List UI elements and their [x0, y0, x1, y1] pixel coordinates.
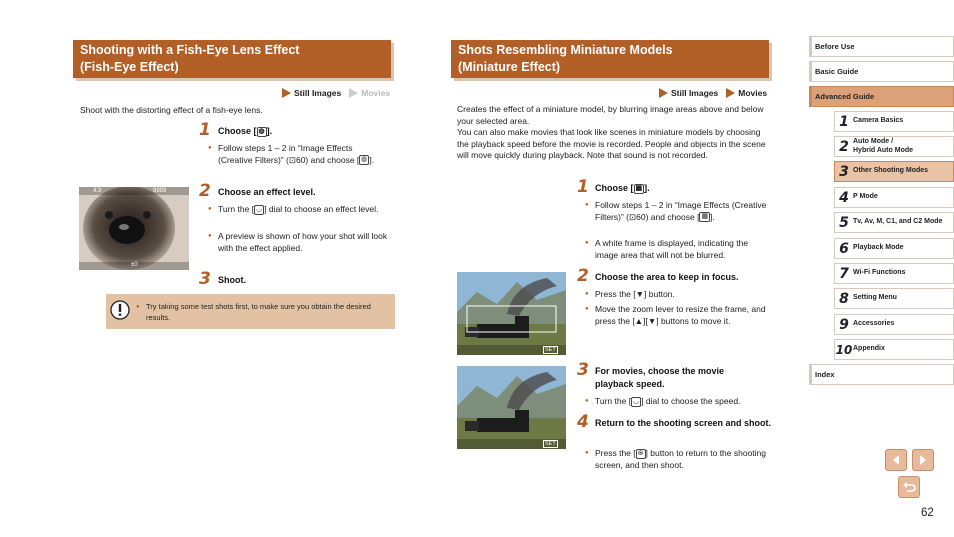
book-icon: ⊡ — [288, 154, 296, 165]
step-number: 1 — [199, 120, 211, 140]
sidebar-chapter-6[interactable]: 6 Playback Mode — [834, 238, 954, 259]
step-bullet: ● A preview is shown of how your shot will look with the effect applied. — [208, 231, 388, 254]
sidebar-chapter-7[interactable]: 7 Wi-Fi Functions — [834, 263, 954, 284]
step-number: 1 — [577, 177, 589, 197]
page-number: 62 — [921, 507, 934, 519]
step-title: Choose [ ◍ ]. — [218, 126, 273, 136]
arrow-left-icon — [890, 454, 902, 466]
sidebar-before-use[interactable]: Before Use — [809, 36, 954, 57]
fisheye-image — [79, 187, 189, 270]
section-title-line1: Shooting with a Fish-Eye Lens Effect — [80, 43, 300, 57]
note-text: ● Try taking some test shots first, to make sure you obtain the desired results. — [136, 302, 386, 323]
miniature-preview-photo-1 — [457, 272, 566, 355]
step-title: For movies, choose the movie playback speed. — [595, 366, 725, 389]
aspect-ratio-readout: 4:3 — [93, 188, 102, 194]
sidebar-chapter-9[interactable]: 9 Accessories — [834, 314, 954, 335]
book-icon: ⊡ — [629, 211, 637, 222]
section-header-fisheye — [73, 40, 391, 78]
intro-text: Shoot with the distorting effect of a fish-eye lens. — [80, 105, 263, 115]
return-icon — [902, 480, 916, 494]
sidebar-basic-guide[interactable]: Basic Guide — [809, 61, 954, 82]
section-header-miniature — [451, 40, 769, 78]
exposure-readout: ±0 — [131, 262, 138, 268]
fisheye-mode-icon: ◍ — [258, 127, 265, 135]
set-button-label: SET — [545, 347, 556, 353]
triangle-icon — [349, 88, 358, 98]
step-title: Choose an effect level. — [218, 187, 316, 197]
step-number: 4 — [577, 412, 589, 432]
step-number: 3 — [199, 269, 211, 289]
func-set-button-icon: ⊛ — [637, 449, 644, 457]
prev-page-button[interactable] — [885, 449, 907, 471]
train-image — [457, 366, 566, 449]
sidebar-chapter-8[interactable]: 8 Setting Menu — [834, 288, 954, 309]
set-button-label: SET — [545, 441, 556, 447]
step-bullet: ● Move the zoom lever to resize the frame, and press the [▲][▼] buttons to move it. — [585, 304, 770, 327]
train-image — [457, 272, 566, 355]
availability-indicator — [659, 88, 767, 98]
sidebar-chapter-5[interactable]: 5 Tv, Av, M, C1, and C2 Mode — [834, 212, 954, 233]
arrow-right-icon — [917, 454, 929, 466]
step-bullet: ● Follow steps 1 – 2 in “Image Effects (Creative Filters)” (⊡60) and choose [ ▦ ]. — [585, 200, 770, 223]
step-title: Choose [ ▦ ]. — [595, 183, 650, 193]
shots-remaining-readout: 9999 — [153, 188, 167, 194]
step-number: 2 — [577, 266, 589, 286]
step-bullet: ● Press the [▼] button. — [585, 289, 770, 301]
miniature-preview-photo-2 — [457, 366, 566, 449]
intro-text: Creates the effect of a miniature model, by blurring image areas above and below your selected area. You can also make movies that look like scenes in miniature models by choosing the playback speed before the movie is recorded. People and objects in the scene will move quickly during playback. Note that sound is not recorded. — [457, 104, 766, 160]
sidebar-chapter-3[interactable]: 3 Other Shooting Modes — [834, 161, 954, 182]
step-number: 3 — [577, 360, 589, 380]
caution-icon — [110, 300, 130, 320]
step-number: 2 — [199, 181, 211, 201]
caution-note-box — [106, 294, 395, 329]
section-title-line2: (Miniature Effect) — [458, 60, 561, 74]
step-title: Shoot. — [218, 275, 246, 285]
fisheye-preview-photo — [79, 187, 189, 270]
movies-label: Movies — [738, 88, 768, 98]
step-title: Return to the shooting screen and shoot. — [595, 418, 772, 428]
sidebar-chapter-1[interactable]: 1 Camera Basics — [834, 111, 954, 132]
step-bullet: ● Press the [ ⊛ ] button to return to the shooting screen, and then shoot. — [585, 448, 770, 471]
sidebar-advanced-guide[interactable]: Advanced Guide — [809, 86, 954, 107]
miniature-mode-icon: ▦ — [701, 213, 709, 221]
sidebar-chapter-4[interactable]: 4 P Mode — [834, 187, 954, 208]
step-title: Choose the area to keep in focus. — [595, 272, 739, 282]
return-button[interactable] — [898, 476, 920, 498]
control-dial-icon: ◡ — [256, 205, 263, 213]
section-title-line2: (Fish-Eye Effect) — [80, 60, 179, 74]
fisheye-mode-icon: ◍ — [361, 156, 368, 164]
sidebar-chapter-10[interactable]: 10 Appendix — [834, 339, 954, 360]
section-title-line1: Shots Resembling Miniature Models — [458, 43, 673, 57]
triangle-icon — [659, 88, 668, 98]
step-bullet: ● Follow steps 1 – 2 in “Image Effects (Creative Filters)” (⊡60) and choose [ ◍ ]. — [208, 143, 388, 166]
sidebar-chapter-2[interactable]: 2 Auto Mode / Hybrid Auto Mode — [834, 136, 954, 157]
still-images-label: Still Images — [294, 88, 342, 98]
availability-indicator — [282, 88, 390, 98]
triangle-icon — [282, 88, 291, 98]
step-bullet: ● Turn the [ ◡ ] dial to choose an effect level. — [208, 204, 388, 216]
step-bullet: ● Turn the [ ◡ ] dial to choose the speed. — [585, 396, 770, 408]
still-images-label: Still Images — [671, 88, 719, 98]
movies-label: Movies — [361, 88, 391, 98]
miniature-mode-icon: ▦ — [635, 184, 643, 192]
triangle-icon — [726, 88, 735, 98]
step-bullet: ● A white frame is displayed, indicating the image area that will not be blurred. — [585, 238, 770, 261]
control-dial-icon: ◡ — [633, 397, 640, 405]
sidebar-index[interactable]: Index — [809, 364, 954, 385]
next-page-button[interactable] — [912, 449, 934, 471]
